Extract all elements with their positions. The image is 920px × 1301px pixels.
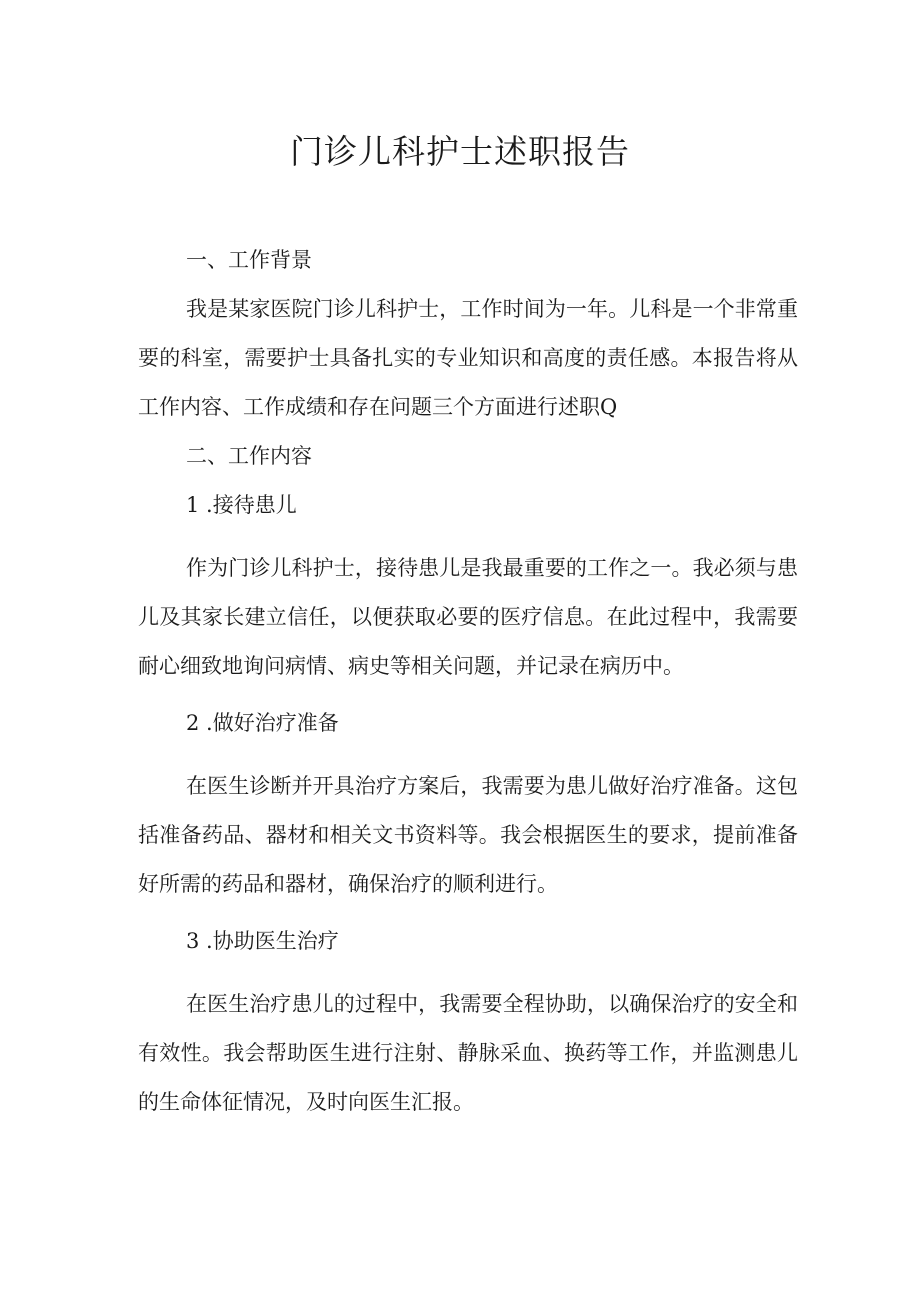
paragraph-assist-doctor: 在医生治疗患儿的过程中，我需要全程协助，以确保治疗的安全和有效性。我会帮助医生进行注射、静脉采血、换药等工作，并监测患儿的生命体征情况，及时向医生汇报。: [138, 992, 798, 1114]
section-heading-background: 一、工作背景: [186, 248, 312, 272]
document-title: 门诊儿科护士述职报告: [290, 132, 630, 171]
item-heading-assist-doctor: 3 .协助医生治疗: [186, 929, 339, 953]
item-heading-receive-patients: 1 .接待患儿: [186, 493, 297, 517]
document-body: [138, 236, 798, 1127]
item-heading-treatment-preparation: 2 .做好治疗准备: [186, 711, 339, 735]
paragraph-receive-patients: 作为门诊儿科护士，接待患儿是我最重要的工作之一。我必须与患儿及其家长建立信任，以便获取必要的医疗信息。在此过程中，我需要耐心细致地询问病情、病史等相关问题，并记录在病历中。: [138, 556, 798, 678]
paragraph-treatment-preparation: 在医生诊断并开具治疗方案后，我需要为患儿做好治疗准备。这包括准备药品、器材和相关文书资料等。我会根据医生的要求，提前准备好所需的药品和器材，确保治疗的顺利进行。: [138, 774, 798, 896]
paragraph-background: 我是某家医院门诊儿科护士，工作时间为一年。儿科是一个非常重要的科室，需要护士具备扎实的专业知识和高度的责任感。本报告将从工作内容、工作成绩和存在问题三个方面进行述职Q: [138, 297, 798, 419]
section-heading-work-content: 二、工作内容: [186, 444, 312, 468]
